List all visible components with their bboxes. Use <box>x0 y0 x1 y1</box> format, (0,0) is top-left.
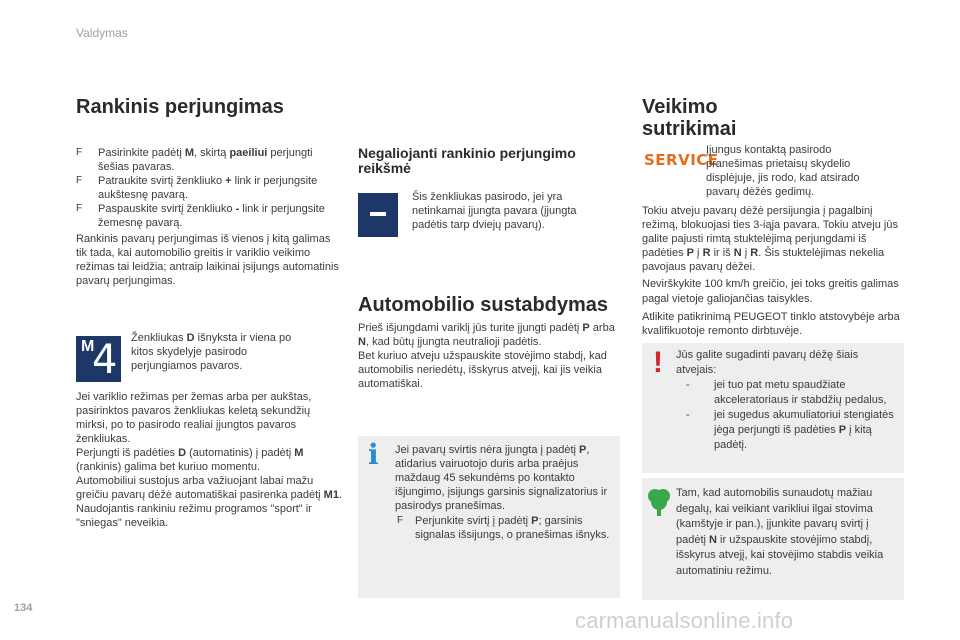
gear-letter: M <box>81 338 95 355</box>
col1-para4: Automobiliui sustojus arba važiuojant labai mažu greičiu pavarų dėžė automatiškai pasirenka padėtį M1. <box>76 475 342 501</box>
bullet-marker: F <box>76 175 83 186</box>
info-text: Jei pavarų svirtis nėra įjungta į padėtį P, atidarius vairuotojo duris arba praėjus maždaug 45 sekundėms po kontakto išjungimo, įsijungs garsinis signalizatorius ir pasirodys pranešimas. F Perjunkite svirtį į padėtį P; garsinis signalas išsijungs, o pranešimas išnyks. <box>395 443 613 542</box>
eco-box <box>642 478 904 600</box>
stop-para1: Prieš išjungdami variklį jūs turite įjungti padėtį P arba N, kad būtų įjungta neutralioji padėtis. <box>358 322 615 348</box>
dash-marker: - <box>686 379 690 391</box>
warning-text: Jūs galite sugadinti pavarų dėžę šiais atvejais: - jei tuo pat metu spaudžiate akceleratoriaus ir stabdžių pedalus, - jei sugedus akumuliatoriui stengiatės jėga perjungti iš padėties P į kitą padėtį. <box>676 348 898 453</box>
minus-icon <box>358 193 398 237</box>
bullet-item: F Paspauskite svirtį ženkliuko - link ir perjungsite žemesnę pavarą. <box>76 203 325 229</box>
info-icon: i <box>368 438 379 471</box>
col3-para2: Nevirškykite 100 km/h greičio, jei toks greitis galimas pagal vietoje galiojančias taisykles. <box>642 278 899 305</box>
gear-m4-icon <box>76 336 121 382</box>
warning-item: - jei tuo pat metu spaudžiate akceleratoriaus ir stabdžių pedalus, <box>686 379 887 406</box>
section-header: Valdymas <box>76 26 128 40</box>
col1-para2: Jei variklio režimas per žemas arba per aukštas, pasirinktos pavaros ženkliukas keletą sekundžių mirksi, po to pasirodo realiai įjungtos pavaros ženkliukas. <box>76 391 312 445</box>
col1-para5: Naudojantis rankiniu režimu programos "sport" ir "sniegas" neveikia. <box>76 503 312 529</box>
gear-digit: 4 <box>92 337 118 383</box>
bullet-marker: F <box>76 147 83 158</box>
gear-icon-caption: Ženkliukas D išnyksta ir viena po kitos skydelyje pasirodo perjungiamos pavaros. <box>131 332 292 372</box>
title-negaliojanti: Negaliojanti rankinio perjungimo reikšmė <box>358 145 576 176</box>
warning-box <box>642 343 904 473</box>
info-bullet: F Perjunkite svirtį į padėtį P; garsinis signalas išsijungs, o pranešimas išnyks. <box>397 515 610 541</box>
info-box <box>358 436 620 598</box>
col3-text <box>642 204 904 338</box>
warning-icon: ! <box>653 346 663 379</box>
minus-icon-text: Šis ženkliukas pasirodo, jei yra netinkamai įjungta pavara (įjungta padėtis tarp dviejų pavarų). <box>412 191 577 231</box>
bullet-marker: F <box>76 203 83 214</box>
stop-text <box>358 321 620 391</box>
warning-item: - jei sugedus akumuliatoriui stengiatės jėga perjungti iš padėties P į kitą padėtį. <box>686 409 894 451</box>
bullet-item: F Pasirinkite padėtį M, skirtą paeiliui perjungti šešias pavaras. <box>76 147 313 173</box>
col1-lower-text <box>76 390 344 530</box>
service-warning-icon: SERVICE <box>644 151 719 169</box>
title-veikimo: Veikimo sutrikimai <box>642 96 737 140</box>
bullet-marker: F <box>397 515 404 526</box>
watermark[interactable]: carmanualsonline.info <box>575 608 794 633</box>
col3-para1: Tokiu atveju pavarų dėžė persijungia į pagalbinį režimą, blokuojasi ties 3-iąja pavara. Tokiu atveju jūs galite pajusti rimtą stuktelėjimą perjungdami iš padėties P į R ir iš N į R. Šis stuktelėjimas nekelia pavojaus pavarų dėžei. <box>642 205 898 273</box>
minus-bar <box>370 212 386 216</box>
title-sustabdymas: Automobilio sustabdymas <box>358 294 609 316</box>
bullet-item: F Patraukite svirtį ženkliuko + link ir perjungsite aukštesnę pavarą. <box>76 175 318 201</box>
service-text: Įjungus kontaktą pasirodo pranešimas prietaisų skydelio displėjuje, jis rodo, kad atsirado pavarų dėžės gedimų. <box>706 144 860 198</box>
col1-bullets <box>76 146 344 288</box>
col1-para3: Perjungti iš padėties D (automatinis) į padėtį M (rankinis) galima bet kuriuo momentu. <box>76 447 304 473</box>
eco-tree-icon <box>646 487 672 517</box>
col1-para1: Rankinis pavarų perjungimas iš vienos į kitą galimas tik tada, kai automobilio greitis ir variklio veikimo režimas tai leidžia; antraip laikinai įsijungs automatinis pavarų perjungimas. <box>76 233 339 287</box>
eco-text: Tam, kad automobilis sunaudotų mažiau degalų, kai veikiant varikliui ilgai stovima (kamštyje ir pan.), įjunkite pavarų svirtį į padėtį N ir užspauskite stovėjimo stabdį, išskyrus atvejį, kai stovėjimo stabdis veikia automatiniu režimu. <box>676 487 884 577</box>
dash-marker: - <box>686 409 690 421</box>
stop-para2: Bet kuriuo atveju užspauskite stovėjimo stabdį, kad automobilis neriedėtų, išskyrus atvejį, kai jis veikia automatiškai. <box>358 350 607 390</box>
title-rankinis: Rankinis perjungimas <box>76 96 284 118</box>
col3-para3: Atlikite patikrinimą PEUGEOT tinklo atstovybėje arba kvalifikuotoje remonto dirbtuvėje. <box>642 311 900 337</box>
page-number: 134 <box>14 602 33 614</box>
